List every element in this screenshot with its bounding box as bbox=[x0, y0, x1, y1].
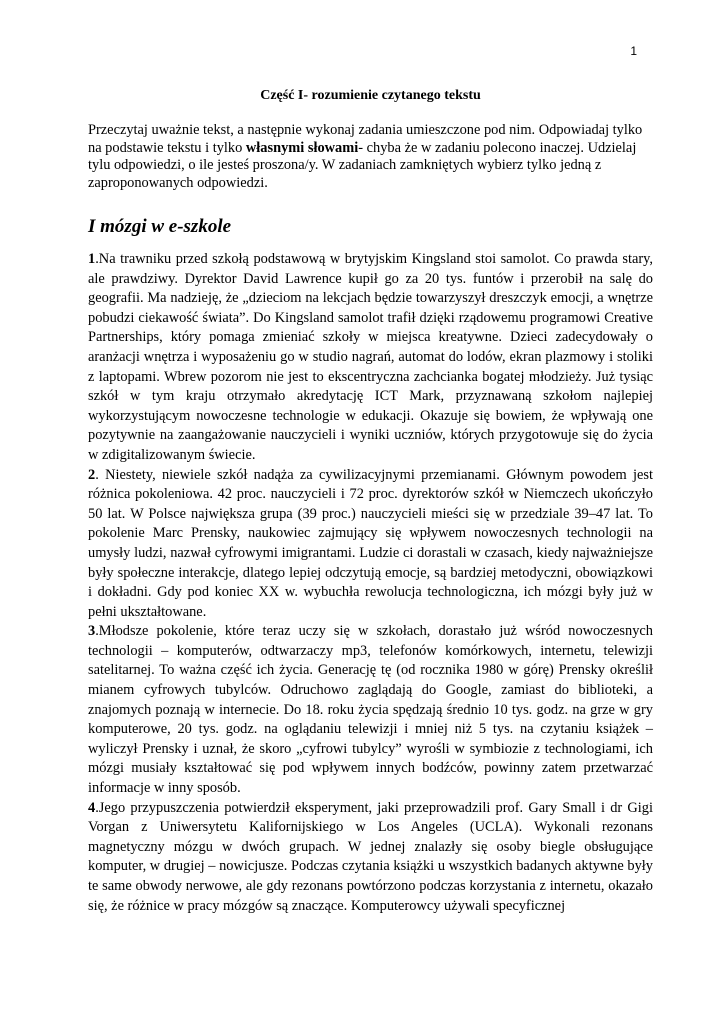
instructions bbox=[88, 122, 653, 192]
paragraph-text: . Niestety, niewiele szkół nadąża za cywilizacyjnymi przemianami. Głównym powodem jest różnica pokoleniowa. 42 proc. nauczycieli i 72 proc. dyrektorów szkół w Niemczech ukończyło 50 lat. W Polsce największa grupa (39 proc.) nauczycieli mieści się w przedziale 39–47 lat. To pokolenie Marc Prensky, naukowiec zajmujący się wpływem nowoczesnych technologii na umysły ludzi, nazwał cyfrowymi imigrantami. Ludzie ci dorastali w czasach, kiedy najważniejsze były społeczne interakcje, dlatego lepiej odczytują emocje, są bardziej metodyczni, obowiązkowi i dokładni. Gdy pod koniec XX w. wybuchła rewolucja technologiczna, ich mózgi były już w pełni ukształtowane. bbox=[88, 466, 653, 620]
paragraph-number: 3 bbox=[88, 623, 96, 640]
instructions-bold: własnymi słowami bbox=[245, 139, 359, 156]
page-number: 1 bbox=[630, 44, 637, 58]
instructions-text-2: - chyba że w zadaniu polecono inaczej. Udzielaj tylu odpowiedzi, o ile jesteś proszona/y. W zadaniach zamkniętych wybierz tylko jedną z zaproponowanych odpowiedzi. bbox=[88, 139, 637, 191]
paragraph-3 bbox=[88, 622, 653, 798]
paragraph-number: 1 bbox=[88, 251, 96, 267]
paragraph-number: 4 bbox=[88, 799, 96, 816]
section-title: Część I- rozumienie czytanego tekstu bbox=[260, 88, 481, 103]
paragraph-number: 2 bbox=[88, 466, 96, 483]
paragraph-1 bbox=[88, 250, 653, 466]
paragraph-4 bbox=[88, 799, 653, 917]
paragraph-text: .Młodsze pokolenie, które teraz uczy się w szkołach, dorastało już wśród nowoczesnych technologii – komputerów, odtwarzaczy mp3, telefonów komórkowych, internetu, telewizji satelitarnej. To ważna część ich życia. Generację tę (od rocznika 1980 w górę) Prensky określił mianem cyfrowych tubylców. Odruchowo zaglądają do Google, zamiast do biblioteki, a znajomych poznają w internecie. Do 18. roku życia spędzają średnio 10 tys. godz. na grze w gry komputerowe, 20 tys. godz. na oglądaniu telewizji i mniej niż 5 tys. na czytaniu książek – wyliczył Prensky i uznał, że skoro „cyfrowi tubylcy” wyrośli w symbiozie z technologiami, ich mózgi musiały kształtować się pod wpływem innych bodźców, powinny zatem przetwarzać informacje w inny sposób. bbox=[88, 623, 653, 797]
instructions-text-1: Przeczytaj uważnie tekst, a następnie wykonaj zadania umieszczone pod nim. Odpowiadaj tylko na podstawie tekstu i tylko bbox=[88, 122, 643, 156]
paragraph-text: .Na trawniku przed szkołą podstawową w brytyjskim Kingsland stoi samolot. Co prawda stary, ale prawdziwy. Dyrektor David Lawrence kupił go za 20 tys. funtów i przerobił na salę do geografii. Ma nadzieję, że „dzieciom na lekcjach będzie towarzyszył dreszczyk emocji, a wnętrze pobudzi ciekawość świata”. Do Kingsland samolot trafił dzięki rządowemu programowi Creative Partnerships, który pomaga zmieniać szkoły w miejsca kreatywne. Dzieci zadecydowały o aranżacji wnętrza i wyposażeniu go w studio nagrań, automat do lodów, ekran plazmowy i stoliki z laptopami. Wbrew pozorom nie jest to ekscentryczna zachcianka bogatej młodzieży. Już tysiąc szkół w tym kraju otrzymało akredytację ICT Mark, przyznawaną szkołom najlepiej wykorzystującym nowoczesne technologie w edukacji. Okazuje się bowiem, że wpływają one pozytywnie na zaangażowanie nauczycieli i wyniki uczniów, których przygotowuje się do życia w zdigitalizowanym świecie. bbox=[88, 251, 653, 463]
article-title: I mózgi w e-szkole bbox=[88, 216, 232, 237]
document-body bbox=[88, 88, 653, 916]
paragraph-text: .Jego przypuszczenia potwierdził eksperyment, jaki przeprowadzili prof. Gary Small i dr Gigi Vorgan z Uniwersytetu Kalifornijskiego w Los Angeles (UCLA). Wykonali rezonans magnetyczny mózgu w dwóch grupach. W jednej znalazły się osoby biegle obsługujące komputer, w drugiej – nowicjusze. Podczas czytania książki u wszystkich badanych aktywne były te same obwody nerwowe, ale gdy rezonans powtórzono podczas korzystania z internetu, okazało się, że różnice w pracy mózgów są znaczące. Komputerowcy używali specyficznej bbox=[88, 799, 653, 914]
paragraph-2 bbox=[88, 466, 653, 623]
